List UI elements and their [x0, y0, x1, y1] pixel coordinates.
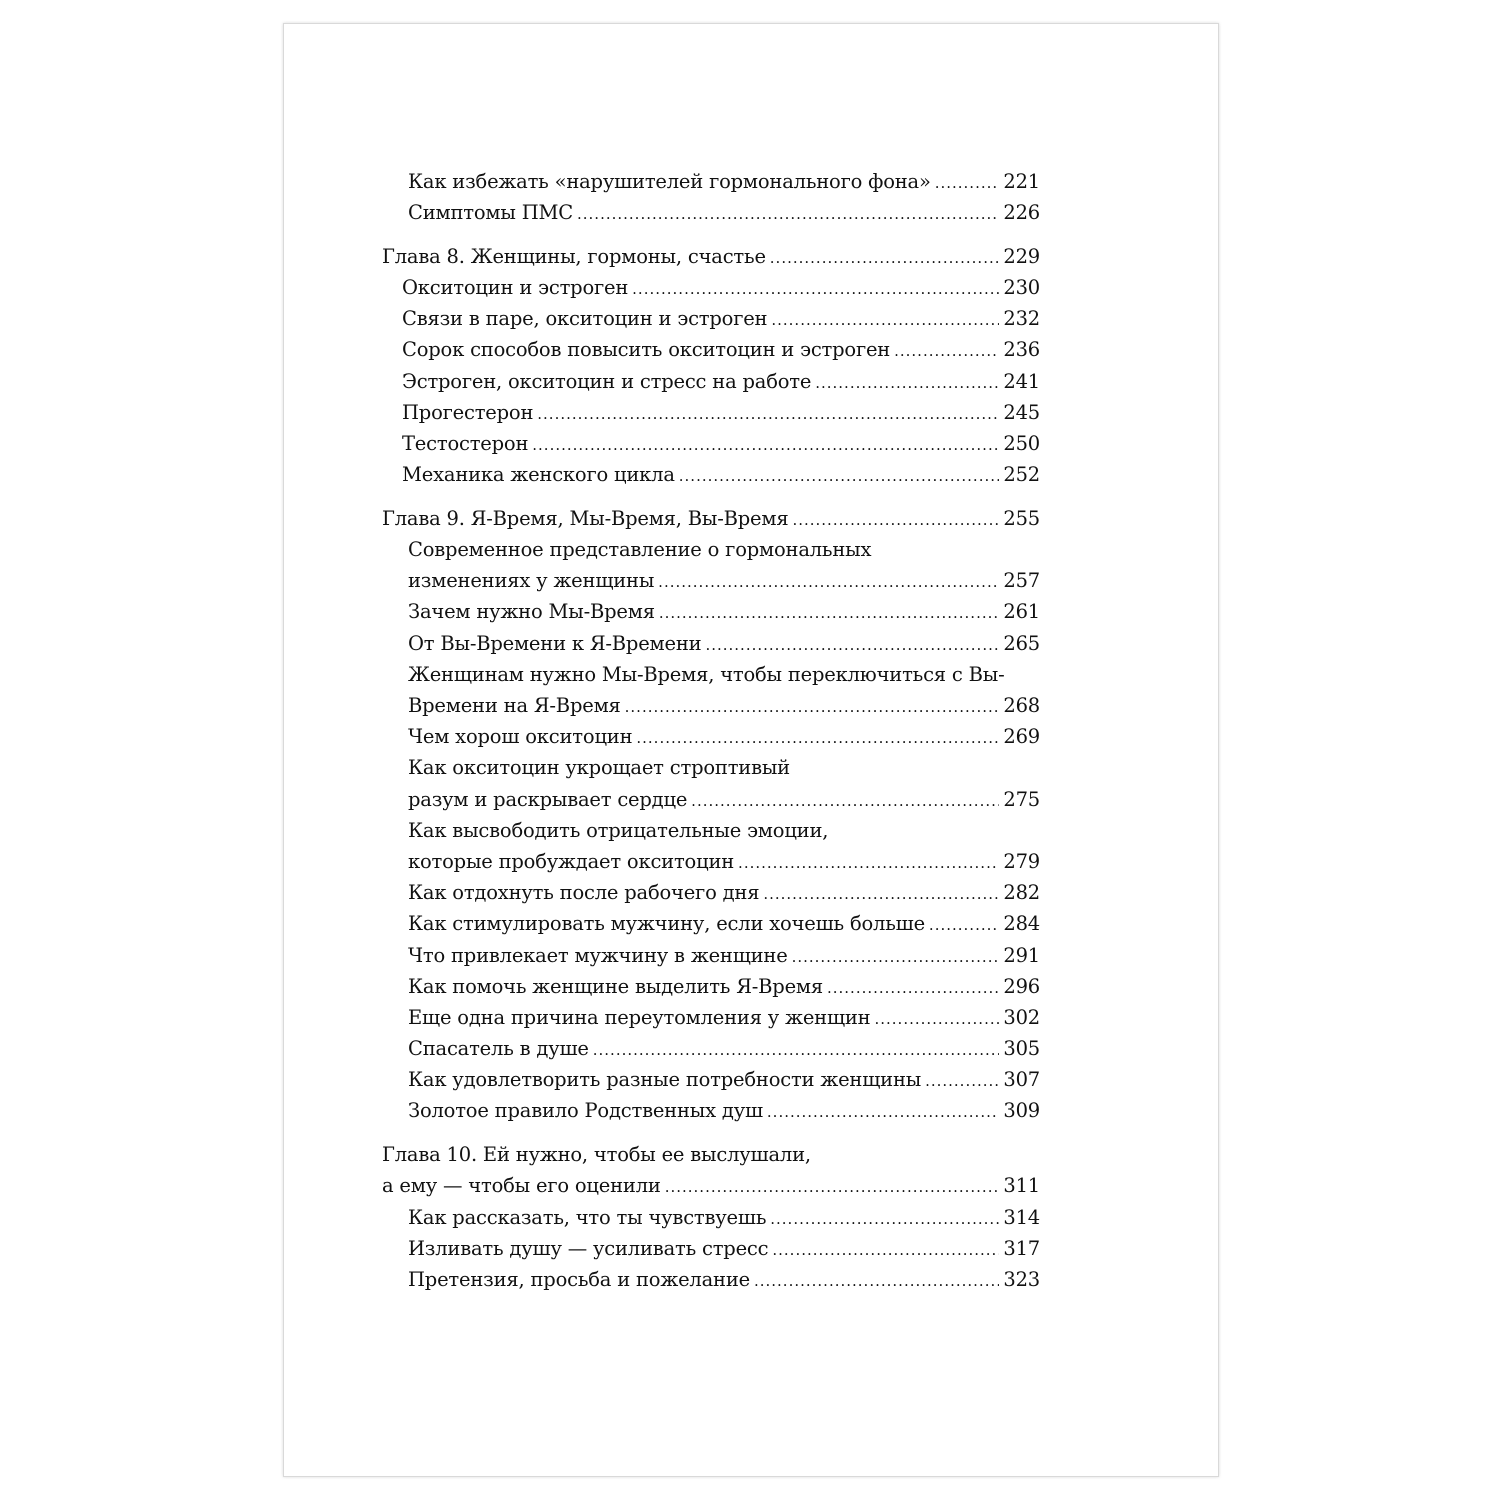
toc-entry-title: Времени на Я-Время — [408, 694, 621, 717]
toc-entry-page-number: 282 — [1003, 881, 1040, 905]
toc-entry-page-number: 252 — [1003, 463, 1040, 487]
toc-entry-page-number: 250 — [1003, 432, 1040, 455]
toc-entry-title: Золотое правило Родственных душ — [408, 1099, 763, 1123]
toc-entry-page-number: 307 — [1003, 1068, 1040, 1092]
toc-entry — [382, 503, 1040, 534]
toc-entry — [382, 303, 1040, 334]
toc-entry-title: Механика женского цикла — [402, 463, 675, 487]
toc-entry-page-number: 302 — [1003, 1005, 1040, 1029]
toc-entry-title: Как избежать «нарушителей гормонального фона» — [408, 170, 931, 193]
toc-entry — [382, 1002, 1040, 1033]
toc-entry — [382, 428, 1040, 459]
dot-leader — [738, 846, 999, 879]
toc-entry-title: Как помочь женщине выделить Я-Время — [408, 974, 823, 998]
toc-entry — [382, 596, 1040, 627]
toc-entry — [382, 752, 1040, 783]
toc-entry-title: Чем хорош окситоцин — [408, 725, 633, 749]
toc-entry-title: Зачем нужно Мы-Время — [408, 600, 655, 624]
toc-entry-page-number: 311 — [1003, 1174, 1040, 1198]
table-of-contents — [382, 166, 1040, 1295]
toc-entry — [382, 721, 1040, 752]
dot-leader — [537, 397, 999, 430]
toc-entry — [382, 166, 1040, 197]
toc-entry — [382, 197, 1040, 228]
dot-leader — [754, 1264, 999, 1297]
toc-entry-page-number: 226 — [1003, 201, 1040, 225]
toc-entry — [382, 534, 1040, 565]
toc-entry-title: которые пробуждает окситоцин — [408, 849, 735, 873]
dot-leader — [815, 366, 999, 399]
toc-entry-page-number: 221 — [1003, 170, 1040, 193]
toc-entry-title: Глава 8. Женщины, гормоны, счастье — [382, 244, 766, 268]
toc-entry — [382, 397, 1040, 428]
toc-entry-title: Прогестерон — [402, 400, 534, 424]
dot-leader — [691, 784, 999, 817]
toc-entry — [382, 1033, 1040, 1064]
toc-entry — [382, 628, 1040, 659]
dot-leader — [792, 503, 999, 536]
toc-entry-title: Глава 10. Ей нужно, чтобы ее выслушали, — [382, 1143, 811, 1167]
toc-entry — [382, 784, 1040, 815]
dot-leader — [767, 1095, 999, 1128]
dot-leader — [925, 1064, 999, 1097]
toc-entry-title: Как отдохнуть после рабочего дня — [408, 881, 760, 905]
dot-leader — [593, 1033, 1000, 1066]
dot-leader — [763, 877, 999, 910]
toc-entry-page-number: 305 — [1003, 1037, 1040, 1061]
toc-entry-page-number: 296 — [1003, 974, 1040, 998]
toc-entry — [382, 459, 1040, 490]
toc-entry-title: Как рассказать, что ты чувствуешь — [408, 1205, 767, 1229]
dot-leader — [770, 241, 1000, 274]
dot-leader — [679, 459, 1000, 492]
toc-entry — [382, 565, 1040, 596]
toc-entry — [382, 846, 1040, 877]
toc-entry-title: Симптомы ПМС — [408, 201, 573, 225]
dot-leader — [577, 197, 999, 230]
toc-entry — [382, 877, 1040, 908]
toc-entry-page-number: 236 — [1003, 338, 1040, 362]
toc-entry — [382, 1095, 1040, 1126]
toc-entry — [382, 690, 1040, 721]
dot-leader — [770, 1202, 999, 1235]
toc-entry-title: а ему — чтобы его оценили — [382, 1174, 661, 1198]
toc-entry-page-number: 323 — [1003, 1267, 1040, 1291]
toc-entry — [382, 940, 1040, 971]
dot-leader — [658, 565, 999, 598]
dot-leader — [772, 1233, 999, 1266]
dot-leader — [665, 1170, 1000, 1203]
toc-entry — [382, 366, 1040, 397]
toc-entry-page-number: 241 — [1003, 369, 1040, 393]
toc-entry — [382, 815, 1040, 846]
toc-entry-title: Современное представление о гормональных — [408, 538, 872, 562]
dot-leader — [636, 721, 999, 754]
toc-entry-title: Еще одна причина переутомления у женщин — [408, 1005, 871, 1029]
toc-entry-title: Эстроген, окситоцин и стресс на работе — [402, 369, 812, 393]
toc-entry-title: Тестостерон — [402, 432, 529, 455]
toc-entry-page-number: 232 — [1003, 307, 1040, 331]
toc-entry-title: Глава 9. Я-Время, Мы-Время, Вы-Время — [382, 506, 789, 530]
dot-leader — [894, 334, 999, 367]
toc-entry-page-number: 269 — [1003, 725, 1040, 749]
dot-leader — [827, 971, 999, 1004]
dot-leader — [929, 908, 999, 941]
toc-entry-page-number: 275 — [1003, 787, 1040, 811]
toc-entry-title: разум и раскрывает сердце — [408, 787, 688, 811]
toc-entry-title: Сорок способов повысить окситоцин и эстроген — [402, 338, 891, 362]
toc-entry-page-number: 230 — [1003, 276, 1040, 300]
toc-entry-title: Как окситоцин укрощает строптивый — [408, 756, 790, 780]
toc-entry — [382, 334, 1040, 365]
toc-entry — [382, 1233, 1040, 1264]
toc-entry-title: Окситоцин и эстроген — [402, 276, 629, 300]
toc-entry — [382, 241, 1040, 272]
toc-entry — [382, 1202, 1040, 1233]
toc-entry-page-number: 268 — [1003, 694, 1040, 717]
toc-entry-title: Как стимулировать мужчину, если хочешь больше — [408, 912, 925, 936]
toc-entry-title: От Вы-Времени к Я-Времени — [408, 631, 702, 655]
toc-entry-title: Связи в паре, окситоцин и эстроген — [402, 307, 768, 331]
dot-leader — [705, 628, 999, 661]
toc-entry-page-number: 279 — [1003, 849, 1040, 873]
dot-leader — [792, 940, 1000, 973]
toc-entry-title: Изливать душу — усиливать стресс — [408, 1236, 769, 1260]
toc-entry-page-number: 229 — [1003, 244, 1040, 268]
toc-entry-title: Как удовлетворить разные потребности женщины — [408, 1068, 922, 1092]
toc-entry-page-number: 255 — [1003, 506, 1040, 530]
toc-entry — [382, 908, 1040, 939]
dot-leader — [935, 166, 1000, 199]
dot-leader — [771, 303, 999, 336]
toc-entry-page-number: 284 — [1003, 912, 1040, 936]
dot-leader — [659, 596, 1000, 629]
toc-entry-page-number: 257 — [1003, 569, 1040, 593]
toc-entry-page-number: 317 — [1003, 1236, 1040, 1260]
toc-entry-page-number: 265 — [1003, 631, 1040, 655]
toc-entry-page-number: 291 — [1003, 943, 1040, 967]
toc-entry-page-number: 245 — [1003, 400, 1040, 424]
dot-leader — [874, 1002, 999, 1035]
toc-entry — [382, 1064, 1040, 1095]
toc-entry — [382, 1264, 1040, 1295]
dot-leader — [625, 690, 1000, 723]
toc-entry-title: Женщинам нужно Мы-Время, чтобы переключиться с Вы- — [408, 662, 1005, 686]
toc-entry — [382, 1139, 1040, 1170]
toc-entry-page-number: 314 — [1003, 1205, 1040, 1229]
dot-leader — [532, 428, 999, 461]
toc-entry-title: Что привлекает мужчину в женщине — [408, 943, 788, 967]
dot-leader — [632, 272, 999, 305]
toc-entry-page-number: 309 — [1003, 1099, 1040, 1123]
toc-entry — [382, 1170, 1040, 1201]
toc-entry-page-number: 261 — [1003, 600, 1040, 624]
toc-entry — [382, 971, 1040, 1002]
toc-entry — [382, 659, 1040, 690]
toc-entry — [382, 272, 1040, 303]
toc-entry-title: изменениях у женщины — [408, 569, 655, 593]
toc-entry-title: Претензия, просьба и пожелание — [408, 1267, 750, 1291]
toc-entry-title: Как высвободить отрицательные эмоции, — [408, 818, 829, 842]
toc-entry-title: Спасатель в душе — [408, 1037, 589, 1061]
